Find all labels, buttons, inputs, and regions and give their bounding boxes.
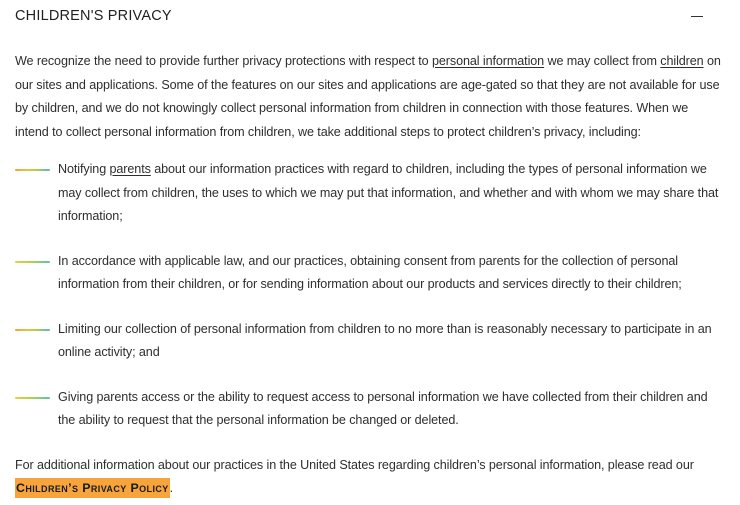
parents-link[interactable]: parents — [109, 162, 151, 176]
item-text-post: about our information practices with regard to children, including the types of personal information we may collect from children, the uses to which we may put that information, and whether and with whom we may share that information; — [58, 162, 719, 223]
intro-text-2: we may collect from — [544, 54, 661, 68]
children-link[interactable]: children — [660, 54, 704, 68]
bullet-line-icon — [15, 261, 50, 263]
minus-icon[interactable] — [689, 9, 705, 25]
footer-period: . — [169, 481, 174, 495]
bullet-line-icon — [15, 169, 50, 171]
bullet-line-icon — [15, 397, 50, 399]
protections-list — [15, 158, 725, 433]
item-text: Giving parents access or the ability to request access to personal information we have collected from their children and the ability to request that the personal information be changed or deleted. — [58, 389, 708, 427]
list-item — [15, 250, 725, 297]
personal-information-link[interactable]: personal information — [431, 54, 545, 68]
item-text-pre: Notifying — [58, 162, 110, 176]
section-header[interactable] — [15, 0, 725, 34]
intro-paragraph — [15, 50, 725, 144]
item-text: Limiting our collection of personal information from children to no more than is reasonably necessary to participate in an online activity; and — [58, 321, 712, 359]
item-text: In accordance with applicable law, and our practices, obtaining consent from parents for the collection of personal information from their children, or for sending information about our products and services directly to their children; — [58, 253, 682, 291]
childrens-privacy-policy-link[interactable]: Children’s Privacy Policy — [15, 478, 170, 498]
intro-text-1: We recognize the need to provide further privacy protections with respect to — [15, 54, 432, 68]
footer-paragraph — [15, 454, 725, 501]
list-item — [15, 386, 725, 433]
footer-text: For additional information about our practices in the United States regarding children’s personal information, please read our — [15, 457, 694, 472]
intro-text-3: on our sites and applications. Some of the features on our sites and applications are age-gated so that they are not available for use by children, and we do not knowingly collect personal information from children in connection with those features. When we intend to collect personal information from children, we take additional steps to protect children’s privacy, including: — [15, 54, 721, 139]
list-item — [15, 158, 725, 229]
section-title: CHILDREN'S PRIVACY — [15, 8, 172, 24]
bullet-line-icon — [15, 329, 50, 331]
list-item — [15, 318, 725, 365]
